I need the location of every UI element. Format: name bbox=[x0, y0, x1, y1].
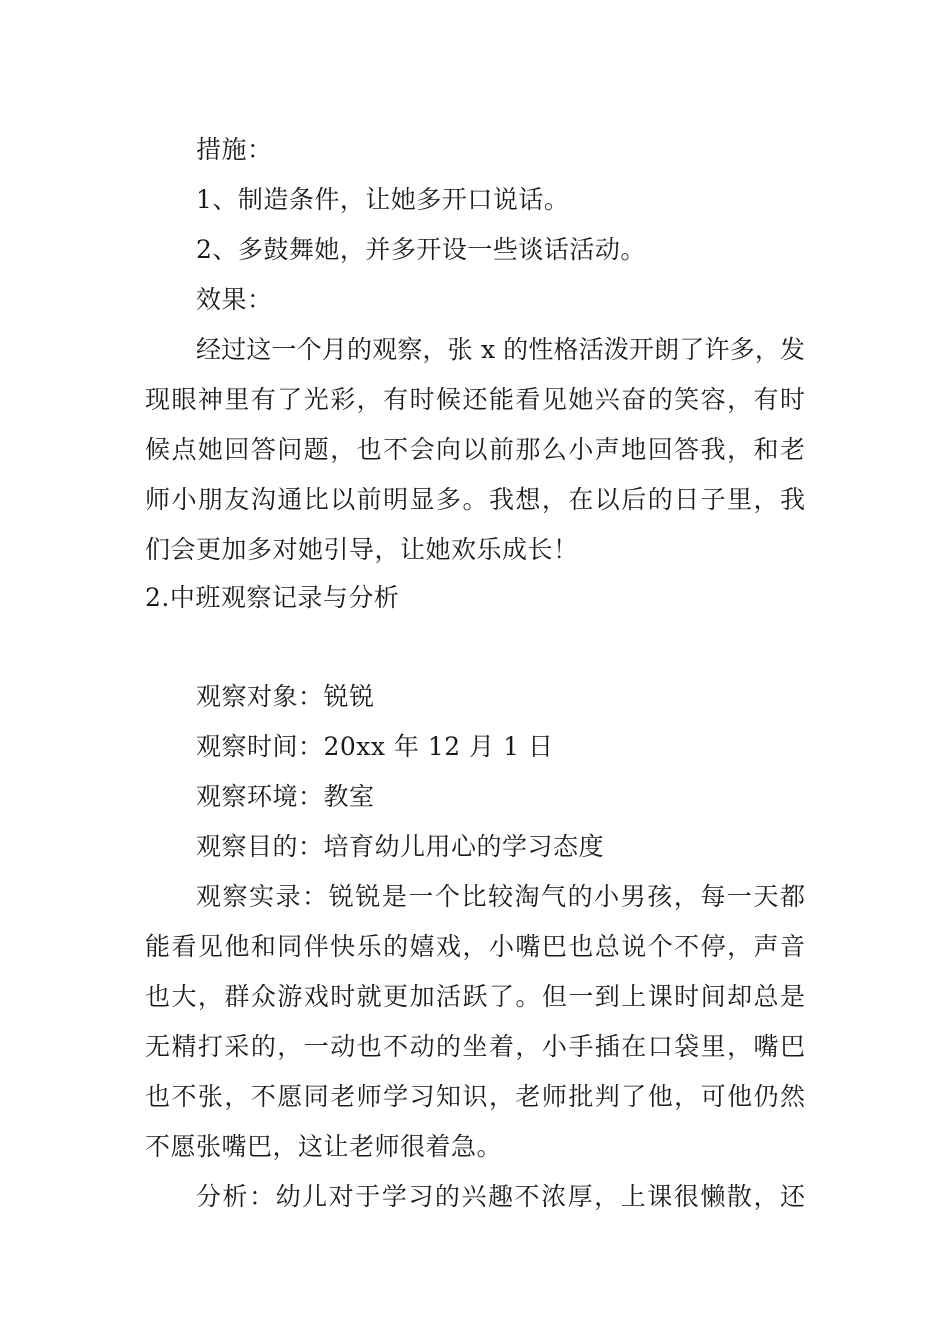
paragraph-line: 不愿张嘴巴，这让老师很着急。 bbox=[145, 1132, 503, 1161]
paragraph-line: 观察实录：锐锐是一个比较淘气的小男孩，每一天都 bbox=[196, 882, 805, 911]
measure-item-2: 2、多鼓舞她，并多开设一些谈话活动。 bbox=[196, 235, 646, 264]
paragraph-line: 也不张，不愿同老师学习知识，老师批判了他，可他仍然 bbox=[145, 1082, 805, 1111]
heading-effect: 效果： bbox=[196, 285, 273, 314]
paragraph-line: 现眼神里有了光彩，有时候还能看见她兴奋的笑容，有时 bbox=[145, 385, 805, 414]
measure-item-1: 1、制造条件，让她多开口说话。 bbox=[196, 185, 570, 214]
paragraph-line: 分析：幼儿对于学习的兴趣不浓厚，上课很懒散，还 bbox=[196, 1182, 805, 1211]
paragraph-line: 能看见他和同伴快乐的嬉戏，小嘴巴也总说个不停，声音 bbox=[145, 932, 805, 961]
heading-measures: 措施： bbox=[196, 135, 273, 164]
paragraph-line: 们会更加多对她引导，让她欢乐成长！ bbox=[145, 535, 579, 564]
paragraph-line: 也大，群众游戏时就更加活跃了。但一到上课时间却总是 bbox=[145, 982, 805, 1011]
observation-subject: 观察对象：锐锐 bbox=[196, 682, 375, 711]
observation-time: 观察时间：20xx 年 12 月 1 日 bbox=[196, 732, 554, 761]
paragraph-line: 无精打采的，一动也不动的坐着，小手插在口袋里，嘴巴 bbox=[145, 1032, 805, 1061]
observation-environment: 观察环境：教室 bbox=[196, 782, 375, 811]
paragraph-line: 候点她回答问题，也不会向以前那么小声地回答我，和老 bbox=[145, 435, 805, 464]
section-title: 2.中班观察记录与分析 bbox=[145, 583, 400, 612]
paragraph-line: 经过这一个月的观察，张 x 的性格活泼开朗了许多，发 bbox=[196, 335, 805, 364]
paragraph-line: 师小朋友沟通比以前明显多。我想，在以后的日子里，我 bbox=[145, 485, 805, 514]
observation-purpose: 观察目的：培育幼儿用心的学习态度 bbox=[196, 832, 605, 861]
